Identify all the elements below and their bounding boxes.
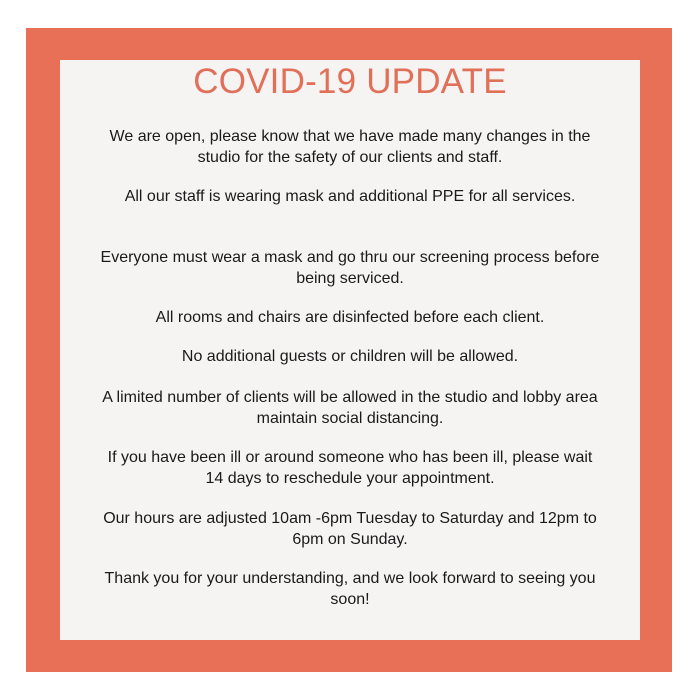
paragraph-staff-ppe: All our staff is wearing mask and additional PPE for all services.	[124, 188, 576, 205]
paragraph-hours: Our hours are adjusted 10am -6pm Tuesday to Saturday and 12pm to 6pm on Sunday.	[103, 510, 597, 548]
paragraph-mask-screening: Everyone must wear a mask and go thru our screening process before being serviced.	[100, 249, 600, 287]
notice-title: COVID-19 UPDATE	[193, 62, 507, 101]
paragraph-illness: If you have been ill or around someone who has been ill, please wait 14 days to reschedule your appointment.	[107, 449, 593, 487]
paragraph-no-guests: No additional guests or children will be allowed.	[181, 348, 519, 365]
paragraph-open-changes: We are open, please know that we have made many changes in the studio for the safety of our clients and staff.	[109, 128, 591, 166]
paragraph-disinfection: All rooms and chairs are disinfected before each client.	[155, 309, 545, 326]
paragraph-thank-you: Thank you for your understanding, and we look forward to seeing you soon!	[104, 570, 596, 608]
paragraph-limited-clients: A limited number of clients will be allowed in the studio and lobby area maintain social distancing.	[102, 389, 598, 427]
